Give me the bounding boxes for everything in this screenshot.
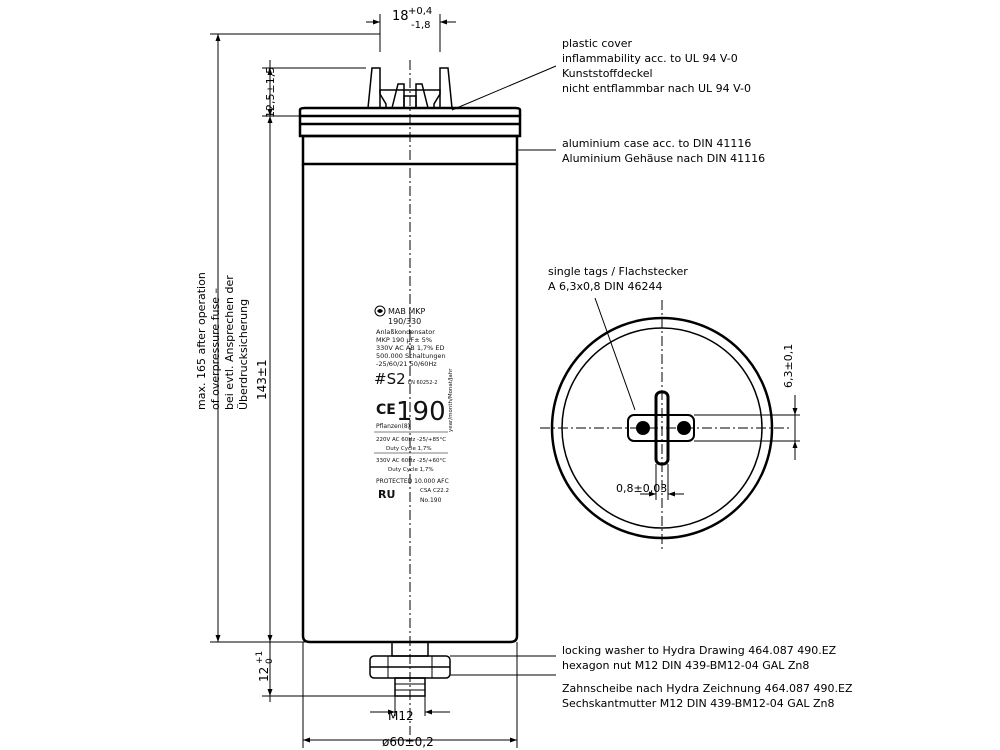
- side-note-line4: Überdrucksicherung: [237, 298, 250, 410]
- label-plant: Pflanzen(8): [376, 423, 411, 430]
- tags-callout-1: single tags / Flachstecker: [548, 265, 688, 278]
- capacitor-top-view: [540, 265, 800, 550]
- case-callout-2: Aluminium Gehäuse nach DIN 41116: [562, 152, 766, 165]
- cover-callout-3: Kunststoffdeckel: [562, 67, 653, 80]
- terminal-width-text: 18: [392, 9, 409, 24]
- ul-mark: RU: [378, 488, 396, 501]
- label-duty2: Duty Cycle 1,7%: [388, 467, 434, 473]
- thread-length-text: 12: [257, 666, 271, 682]
- washer-callout-3: Zahnscheibe nach Hydra Zeichnung 464.087 490.EZ: [562, 682, 853, 695]
- label-norm: EN 60252-2: [408, 380, 438, 386]
- washer-callout-1: locking washer to Hydra Drawing 464.087 490.EZ: [562, 644, 837, 657]
- washer-callout-4: Sechskantmutter M12 DIN 439-BM12-04 GAL Zn8: [562, 697, 835, 710]
- side-note-line2: of overpressure fuse –: [209, 288, 222, 410]
- cover-callout-4: nicht entflammbar nach UL 94 V-0: [562, 82, 751, 95]
- side-note-line3: bei evtl. Ansprechen der: [223, 275, 236, 410]
- label-line1: Anlaßkondensator: [376, 328, 435, 336]
- washer-callout-2: hexagon nut M12 DIN 439-BM12-04 GAL Zn8: [562, 659, 810, 672]
- label-rating2: 330V AC 60Hz -25/+60°C: [376, 458, 447, 464]
- label-duty1: Duty Cycle 1,7%: [386, 446, 432, 452]
- label-csa: CSA C22.2: [420, 488, 450, 494]
- cover-leader: [452, 66, 556, 110]
- cover-callout-2: inflammability acc. to UL 94 V-0: [562, 52, 738, 65]
- case-callout-1: aluminium case acc. to DIN 41116: [562, 137, 752, 150]
- label-value: 190: [396, 397, 446, 427]
- label-rating1: 220V AC 60Hz -25/+85°C: [376, 437, 447, 443]
- thread-tol-lower: 0: [265, 658, 275, 664]
- label-protection: PROTECTED 10.000 AFC: [376, 478, 449, 485]
- tag-thickness-text: 0,8±0,03: [616, 482, 668, 495]
- label-line5: -25/60/21 50/60Hz: [376, 360, 437, 368]
- tag-right-icon: [677, 421, 691, 435]
- label-date-note: year/month/Monat/Jahr: [448, 368, 454, 432]
- label-number: No.190: [420, 497, 442, 504]
- capacitor-side-view: [195, 6, 520, 749]
- tag-spacing-text: 6,3±0,1: [782, 343, 795, 388]
- terminal-height-text: 12,5±1,5: [264, 66, 277, 118]
- tags-leader: [595, 298, 635, 410]
- ce-mark: CE: [376, 402, 396, 418]
- label-code: 190/330: [388, 317, 422, 326]
- terminal-tol-upper: +0,4: [408, 6, 433, 17]
- label-line4: 500.000 Schaltungen: [376, 352, 446, 360]
- diameter-text: ø60±0,2: [382, 735, 434, 749]
- tag-left-icon: [636, 421, 650, 435]
- cover-callout-1: plastic cover: [562, 37, 633, 50]
- body-height-text: 143±1: [255, 359, 269, 400]
- tags-callout-2: A 6,3x0,8 DIN 46244: [548, 280, 663, 293]
- label-brand: MAB MKP: [388, 307, 426, 316]
- terminal-tol-lower: -1,8: [411, 20, 431, 31]
- label-line3: 330V AC AB 1,7% ED: [376, 344, 445, 352]
- product-label: [374, 306, 454, 504]
- label-batch: #S2: [374, 370, 406, 388]
- side-note-line1: max. 165 after operation: [195, 272, 208, 410]
- thread-size-text: M12: [388, 709, 414, 723]
- label-line2: MKP 190 µF± 5%: [376, 336, 433, 344]
- thread-tol-upper: +1: [255, 650, 265, 664]
